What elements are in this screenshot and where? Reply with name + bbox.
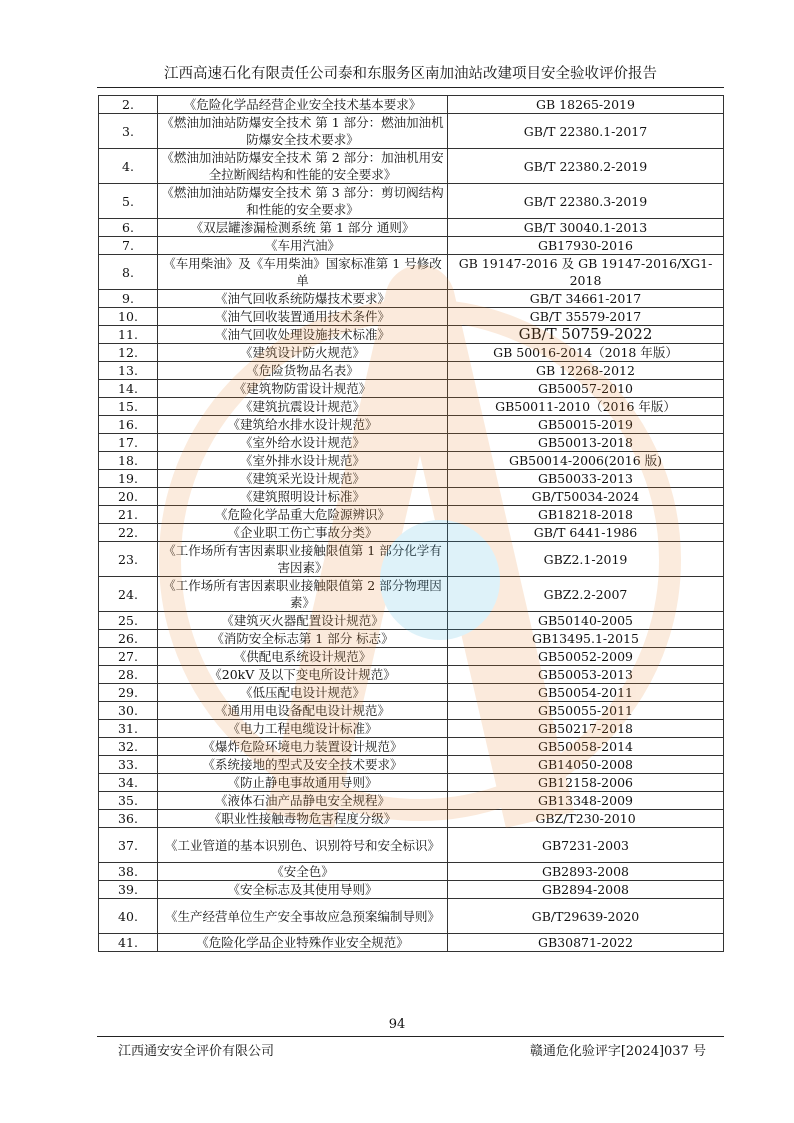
standard-name: 《建筑物防雷设计规范》 <box>158 380 448 398</box>
row-number: 6. <box>99 219 158 237</box>
standard-name: 《车用汽油》 <box>158 237 448 255</box>
table-row <box>99 380 724 398</box>
standard-code: GB50054-2011 <box>448 684 724 702</box>
table-row <box>99 470 724 488</box>
footer-company-name: 江西通安安全评价有限公司 <box>118 1044 275 1059</box>
table-row <box>99 720 724 738</box>
row-number: 5. <box>99 184 158 219</box>
standard-code: GB50011-2010（2016 年版） <box>448 398 724 416</box>
standard-code: GB50140-2005 <box>448 612 724 630</box>
table-row <box>99 792 724 810</box>
row-number: 11. <box>99 326 158 344</box>
row-number: 19. <box>99 470 158 488</box>
row-number: 15. <box>99 398 158 416</box>
row-number: 37. <box>99 828 158 863</box>
table-row <box>99 506 724 524</box>
standard-code: GB18218-2018 <box>448 506 724 524</box>
table-row <box>99 702 724 720</box>
standard-code: GB30871-2022 <box>448 934 724 952</box>
standard-code: GB50055-2011 <box>448 702 724 720</box>
table-row <box>99 666 724 684</box>
standard-name: 《爆炸危险环境电力装置设计规范》 <box>158 738 448 756</box>
standard-code: GB2894-2008 <box>448 881 724 899</box>
table-row <box>99 149 724 184</box>
row-number: 12. <box>99 344 158 362</box>
row-number: 8. <box>99 255 158 290</box>
standard-name: 《20kV 及以下变电所设计规范》 <box>158 666 448 684</box>
standard-name: 《危险化学品重大危险源辨识》 <box>158 506 448 524</box>
row-number: 3. <box>99 114 158 149</box>
table-row <box>99 630 724 648</box>
standard-name: 《防止静电事故通用导则》 <box>158 774 448 792</box>
table-row <box>99 863 724 881</box>
standard-code: GB50217-2018 <box>448 720 724 738</box>
standard-code: GB/T29639-2020 <box>448 899 724 934</box>
footer-document-reference: 赣通危化验评字[2024]037 号 <box>529 1044 706 1059</box>
standard-name: 《双层罐渗漏检测系统 第 1 部分 通则》 <box>158 219 448 237</box>
header-divider <box>97 87 724 88</box>
standard-code: GB50052-2009 <box>448 648 724 666</box>
row-number: 33. <box>99 756 158 774</box>
row-number: 40. <box>99 899 158 934</box>
row-number: 16. <box>99 416 158 434</box>
table-row <box>99 612 724 630</box>
standard-name: 《消防安全标志第 1 部分 标志》 <box>158 630 448 648</box>
table-row <box>99 219 724 237</box>
table-row <box>99 416 724 434</box>
standard-name: 《安全标志及其使用导则》 <box>158 881 448 899</box>
standard-name: 《油气回收装置通用技术条件》 <box>158 308 448 326</box>
row-number: 14. <box>99 380 158 398</box>
row-number: 10. <box>99 308 158 326</box>
standard-code: GB/T 22380.1-2017 <box>448 114 724 149</box>
standard-code: GBZ2.1-2019 <box>448 542 724 577</box>
standard-name: 《燃油加油站防爆安全技术 第 2 部分：加油机用安全拉断阀结构和性能的安全要求》 <box>158 149 448 184</box>
standard-name: 《建筑灭火器配置设计规范》 <box>158 612 448 630</box>
standard-name: 《室外给水设计规范》 <box>158 434 448 452</box>
standard-code: GB/T 34661-2017 <box>448 290 724 308</box>
standard-name: 《工业管道的基本识别色、识别符号和安全标识》 <box>158 828 448 863</box>
row-number: 4. <box>99 149 158 184</box>
standard-code: GB50033-2013 <box>448 470 724 488</box>
standard-code: GB50053-2013 <box>448 666 724 684</box>
standard-name: 《职业性接触毒物危害程度分级》 <box>158 810 448 828</box>
row-number: 27. <box>99 648 158 666</box>
row-number: 32. <box>99 738 158 756</box>
report-header-title: 江西高速石化有限责任公司泰和东服务区南加油站改建项目安全验收评价报告 <box>164 66 657 82</box>
standard-code: GB13495.1-2015 <box>448 630 724 648</box>
standard-name: 《工作场所有害因素职业接触限值第 2 部分物理因素》 <box>158 577 448 612</box>
standard-name: 《通用用电设备配电设计规范》 <box>158 702 448 720</box>
standard-code: GB50014-2006(2016 版) <box>448 452 724 470</box>
standard-code: GB50058-2014 <box>448 738 724 756</box>
table-row <box>99 308 724 326</box>
standard-code: GB2893-2008 <box>448 863 724 881</box>
table-row <box>99 114 724 149</box>
standard-code: GB50013-2018 <box>448 434 724 452</box>
table-row <box>99 899 724 934</box>
table-row <box>99 810 724 828</box>
row-number: 23. <box>99 542 158 577</box>
standard-name: 《工作场所有害因素职业接触限值第 1 部分化学有害因素》 <box>158 542 448 577</box>
standard-code: GB/T 6441-1986 <box>448 524 724 542</box>
standard-code: GB12158-2006 <box>448 774 724 792</box>
table-row <box>99 488 724 506</box>
standard-name: 《车用柴油》及《车用柴油》国家标准第 1 号修改单 <box>158 255 448 290</box>
standard-code: GB50015-2019 <box>448 416 724 434</box>
row-number: 28. <box>99 666 158 684</box>
row-number: 17. <box>99 434 158 452</box>
standard-name: 《油气回收处理设施技术标准》 <box>158 326 448 344</box>
page-number: 94 <box>388 1017 406 1032</box>
row-number: 24. <box>99 577 158 612</box>
table-row <box>99 542 724 577</box>
table-row <box>99 398 724 416</box>
standard-code: GB 18265-2019 <box>448 96 724 114</box>
row-number: 34. <box>99 774 158 792</box>
row-number: 25. <box>99 612 158 630</box>
standards-reference-table <box>98 95 724 952</box>
table-row <box>99 452 724 470</box>
table-row <box>99 184 724 219</box>
table-row <box>99 524 724 542</box>
table-row <box>99 774 724 792</box>
standard-code: GB 50016-2014（2018 年版） <box>448 344 724 362</box>
table-row <box>99 255 724 290</box>
table-row <box>99 648 724 666</box>
row-number: 41. <box>99 934 158 952</box>
table-row <box>99 326 724 344</box>
standard-code: GB/T 50759-2022 <box>448 326 724 344</box>
standard-name: 《燃油加油站防爆安全技术 第 1 部分：燃油加油机防爆安全技术要求》 <box>158 114 448 149</box>
standard-code: GB/T 30040.1-2013 <box>448 219 724 237</box>
row-number: 22. <box>99 524 158 542</box>
standard-code: GBZ/T230-2010 <box>448 810 724 828</box>
table-row <box>99 434 724 452</box>
table-row <box>99 881 724 899</box>
row-number: 21. <box>99 506 158 524</box>
row-number: 31. <box>99 720 158 738</box>
standard-code: GB 12268-2012 <box>448 362 724 380</box>
standard-name: 《危险化学品经营企业安全技术基本要求》 <box>158 96 448 114</box>
row-number: 29. <box>99 684 158 702</box>
standard-code: GB/T 35579-2017 <box>448 308 724 326</box>
standard-name: 《液体石油产品静电安全规程》 <box>158 792 448 810</box>
table-row <box>99 828 724 863</box>
row-number: 26. <box>99 630 158 648</box>
table-row <box>99 290 724 308</box>
standard-name: 《系统接地的型式及安全技术要求》 <box>158 756 448 774</box>
standard-name: 《安全色》 <box>158 863 448 881</box>
standard-code: GBZ2.2-2007 <box>448 577 724 612</box>
row-number: 9. <box>99 290 158 308</box>
standard-name: 《低压配电设计规范》 <box>158 684 448 702</box>
standard-name: 《建筑采光设计规范》 <box>158 470 448 488</box>
standard-name: 《供配电系统设计规范》 <box>158 648 448 666</box>
standard-code: GB7231-2003 <box>448 828 724 863</box>
standard-code: GB/T50034-2024 <box>448 488 724 506</box>
footer-divider <box>97 1036 724 1037</box>
standard-name: 《生产经营单位生产安全事故应急预案编制导则》 <box>158 899 448 934</box>
row-number: 30. <box>99 702 158 720</box>
row-number: 36. <box>99 810 158 828</box>
standard-name: 《建筑抗震设计规范》 <box>158 398 448 416</box>
table-row <box>99 934 724 952</box>
standard-code: GB13348-2009 <box>448 792 724 810</box>
standard-name: 《企业职工伤亡事故分类》 <box>158 524 448 542</box>
standard-code: GB50057-2010 <box>448 380 724 398</box>
standard-code: GB/T 22380.2-2019 <box>448 149 724 184</box>
row-number: 18. <box>99 452 158 470</box>
table-row <box>99 237 724 255</box>
table-row <box>99 738 724 756</box>
table-row <box>99 344 724 362</box>
standard-code: GB14050-2008 <box>448 756 724 774</box>
table-row <box>99 96 724 114</box>
row-number: 20. <box>99 488 158 506</box>
standard-name: 《燃油加油站防爆安全技术 第 3 部分：剪切阀结构和性能的安全要求》 <box>158 184 448 219</box>
row-number: 38. <box>99 863 158 881</box>
table-row <box>99 362 724 380</box>
row-number: 7. <box>99 237 158 255</box>
table-row <box>99 756 724 774</box>
standard-name: 《室外排水设计规范》 <box>158 452 448 470</box>
row-number: 13. <box>99 362 158 380</box>
row-number: 39. <box>99 881 158 899</box>
standard-name: 《危险化学品企业特殊作业安全规范》 <box>158 934 448 952</box>
standard-code: GB17930-2016 <box>448 237 724 255</box>
standard-name: 《油气回收系统防爆技术要求》 <box>158 290 448 308</box>
standard-name: 《建筑照明设计标准》 <box>158 488 448 506</box>
standard-name: 《危险货物品名表》 <box>158 362 448 380</box>
standard-name: 《电力工程电缆设计标准》 <box>158 720 448 738</box>
table-row <box>99 577 724 612</box>
row-number: 35. <box>99 792 158 810</box>
standard-name: 《建筑设计防火规范》 <box>158 344 448 362</box>
row-number: 2. <box>99 96 158 114</box>
standard-name: 《建筑给水排水设计规范》 <box>158 416 448 434</box>
table-row <box>99 684 724 702</box>
standard-code: GB 19147-2016 及 GB 19147-2016/XG1-2018 <box>448 255 724 290</box>
standard-code: GB/T 22380.3-2019 <box>448 184 724 219</box>
